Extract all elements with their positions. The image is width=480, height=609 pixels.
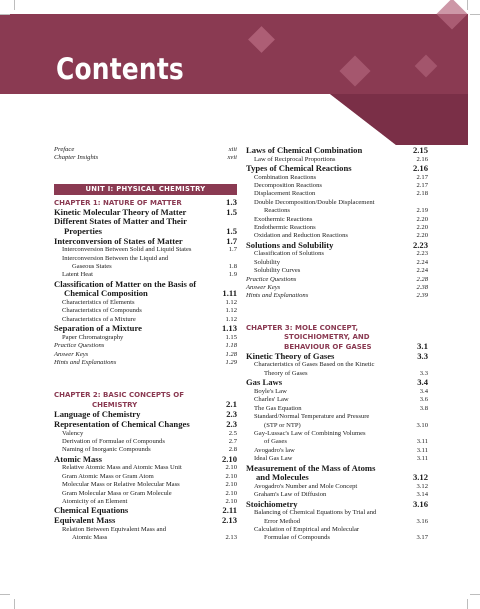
toc-entry-page: 2.28	[416, 275, 428, 283]
toc-entry-title: Solubility	[254, 258, 281, 266]
toc-entry-title: Equivalent Mass	[54, 515, 116, 526]
toc-entry-sub[interactable]	[246, 430, 428, 438]
toc-entry-page: 2.23	[412, 239, 428, 250]
toc-entry-title: Properties	[64, 226, 103, 236]
crop-mark	[14, 0, 15, 10]
toc-entry-title: Gram Atomic Mass or Gram Atom	[62, 472, 154, 480]
toc-entry-sub[interactable]	[246, 509, 428, 517]
toc-entry-title: Atomic Mass	[72, 534, 108, 542]
crop-mark	[0, 594, 10, 595]
toc-entry-title: Characteristics of a Mixture	[62, 315, 136, 323]
toc-entry-sub[interactable]	[54, 299, 237, 307]
toc-entry-sub[interactable]	[246, 361, 428, 369]
toc-entry-sub[interactable]	[54, 481, 237, 489]
unit-heading-bar: UNIT I: PHYSICAL CHEMISTRY	[54, 184, 237, 195]
toc-entry-page: 2.19	[416, 207, 428, 215]
toc-entry-main[interactable]	[54, 324, 237, 334]
toc-entry-page: 3.3	[419, 369, 428, 377]
toc-entry-title: Laws of Chemical Combination	[246, 145, 363, 155]
toc-entry-title: CHAPTER 3: MOLE CONCEPT,	[246, 323, 359, 332]
toc-entry-page: 3.8	[419, 404, 428, 412]
crop-mark	[0, 14, 10, 15]
toc-entry-page: 2.16	[416, 155, 428, 163]
toc-entry-title: and Molecules	[256, 472, 309, 483]
toc-entry-sub[interactable]	[246, 216, 428, 224]
toc-entry-ital[interactable]	[54, 359, 237, 367]
toc-entry-page: 1.28	[225, 350, 237, 358]
toc-entry-ital[interactable]	[246, 292, 428, 300]
toc-entry-page: 1.15	[225, 333, 237, 341]
toc-entry-page: 1.3	[226, 196, 237, 207]
toc-entry-title: Kinetic Theory of Gases	[246, 350, 335, 361]
page-title: Contents	[56, 52, 184, 86]
toc-entry-page: 2.39	[416, 292, 428, 300]
toc-entry-title: Valency	[62, 429, 84, 437]
toc-entry-title: Molecular Mass or Relative Molecular Mass	[62, 481, 180, 489]
toc-entry-page: 1.8	[228, 263, 237, 270]
toc-entry-title: Avogadro's law	[254, 446, 295, 454]
toc-entry-title: Answer Keys	[54, 350, 89, 358]
toc-entry-ital[interactable]	[246, 276, 428, 284]
toc-entry-page: 2.10	[225, 481, 237, 489]
toc-entry-page: 2.10	[225, 498, 237, 506]
toc-entry-page: 1.5	[226, 206, 237, 217]
toc-entry-title: Preface	[54, 146, 75, 153]
toc-entry-title: Law of Reciprocal Proportions	[254, 155, 336, 163]
toc-entry-title: Classification of Matter on the Basis of	[54, 278, 197, 289]
toc-entry-title: Displacement Reaction	[254, 190, 316, 198]
toc-entry-main[interactable]	[54, 289, 237, 299]
toc-entry-sub[interactable]	[54, 334, 237, 342]
toc-entry-page: 1.12	[225, 307, 237, 315]
toc-entry-title: Stoichiometry	[246, 498, 298, 509]
toc-entry-page: 1.11	[222, 288, 237, 299]
toc-entry-title: Standard/Normal Temperature and Pressure	[254, 413, 370, 421]
toc-entry-title: Boyle's Law	[254, 387, 287, 395]
crop-mark	[470, 594, 480, 595]
toc-entry-main[interactable]	[246, 241, 428, 251]
toc-entry-sub[interactable]	[246, 405, 428, 413]
toc-entry-title: Reactions	[264, 207, 291, 215]
toc-entry-ital[interactable]	[246, 284, 428, 292]
toc-entry-main[interactable]	[246, 473, 428, 483]
toc-entry-sub[interactable]	[246, 534, 428, 542]
toc-entry-page: 3.16	[416, 517, 428, 525]
toc-entry-page: 3.4	[417, 377, 428, 388]
toc-entry-title: Representation of Chemical Changes	[54, 419, 190, 430]
toc-entry-page: 2.20	[416, 232, 428, 240]
toc-entry-title: Measurement of the Mass of Atoms	[246, 462, 376, 473]
toc-entry-title: Relative Atomic Mass and Atomic Mass Unit	[62, 464, 182, 472]
toc-entry-ital[interactable]	[54, 342, 237, 350]
toc-entry-page: 1.5	[226, 226, 237, 236]
toc-entry-page: 3.4	[419, 387, 428, 395]
toc-entry-sub[interactable]	[246, 396, 428, 404]
toc-entry-sub[interactable]	[246, 413, 428, 421]
toc-entry-sub[interactable]	[246, 224, 428, 232]
toc-entry-title: Interconversion of States of Matter	[54, 235, 183, 246]
toc-entry-page: 3.14	[416, 491, 428, 499]
toc-entry-title: CHAPTER 2: BASIC CONCEPTS OF	[54, 391, 184, 400]
toc-entry-title: Balancing of Chemical Equations by Trial and	[254, 509, 377, 517]
toc-entry-title: The Gas Equation	[254, 404, 302, 412]
toc-entry-title: STOICHIOMETRY, AND	[284, 332, 370, 341]
toc-entry-title: Ideal Gas Law	[254, 455, 293, 463]
toc-entry-title: Hints and Explanations	[54, 359, 117, 367]
toc-entry-title: Classification of Solutions	[254, 250, 324, 258]
toc-entry-sub[interactable]	[246, 174, 428, 182]
toc-entry-title: Solutions and Solubility	[246, 239, 334, 250]
toc-entry-title: Answer Keys	[246, 284, 281, 292]
crop-mark	[470, 14, 480, 15]
toc-entry-sub[interactable]	[246, 447, 428, 455]
toc-entry-page: 2.17	[416, 182, 428, 189]
toc-entry-page: 2.11	[222, 505, 237, 516]
toc-entry-main[interactable]	[246, 146, 428, 156]
toc-entry-page: 2.3	[226, 419, 237, 430]
toc-entry-page: 2.10	[225, 489, 237, 497]
toc-entry-page: 1.29	[225, 359, 237, 367]
crop-mark	[14, 599, 15, 609]
toc-entry-sub[interactable]	[246, 518, 428, 526]
toc-entry-title: Practice Questions	[54, 342, 105, 350]
crop-mark	[467, 599, 468, 609]
toc-entry-page: 2.3	[226, 409, 237, 420]
toc-entry-page: 1.9	[228, 271, 237, 279]
toc-entry-sub[interactable]	[54, 490, 237, 498]
front-matter-entry[interactable]	[54, 154, 237, 162]
toc-entry-title: Atomic Mass	[54, 453, 102, 464]
toc-entry-page: 1.12	[225, 315, 237, 323]
toc-entry-page: 2.16	[412, 163, 428, 173]
toc-entry-title: Endothermic Reactions	[254, 224, 316, 232]
toc-entry-title: Gram Molecular Mass or Gram Molecule	[62, 489, 172, 497]
toc-entry-page: 2.10	[221, 453, 237, 464]
toc-entry-sub[interactable]	[246, 526, 428, 534]
toc-entry-page: 3.17	[416, 534, 428, 542]
toc-entry-title: Solubility Curves	[254, 267, 301, 275]
toc-entry-page: 2.8	[228, 446, 237, 454]
toc-entry-title: Characteristics of Gases Based on the Kinetic	[254, 361, 375, 369]
toc-entry-title: Chemical Equations	[54, 505, 129, 516]
toc-right-column	[246, 146, 428, 543]
toc-entry-title: CHEMISTRY	[92, 401, 138, 410]
toc-entry-page: 1.12	[225, 299, 237, 306]
toc-entry-page: 2.1	[226, 399, 237, 410]
toc-entry-sub[interactable]	[246, 199, 428, 207]
toc-entry-page: 3.11	[416, 438, 428, 446]
toc-entry-title: Error Method	[264, 517, 301, 525]
spacer	[54, 367, 237, 391]
toc-entry-page: 1.7	[226, 235, 237, 246]
toc-entry-page: xiii	[228, 146, 237, 153]
toc-entry-title: Derivation of Formulae of Compounds	[62, 438, 165, 446]
toc-entry-title: Naming of Inorganic Compounds	[62, 446, 151, 454]
toc-entry-title: Atomicity of an Element	[62, 498, 128, 506]
toc-entry-title: Characteristics of Compounds	[62, 307, 142, 315]
toc-entry-page: 3.1	[417, 340, 428, 351]
toc-entry-sub[interactable]	[246, 388, 428, 396]
toc-entry-title: Latent Heat	[62, 271, 93, 279]
toc-entry-sub[interactable]	[246, 207, 428, 215]
toc-entry-title: Paper Chromatography	[62, 333, 124, 341]
toc-entry-page: 2.10	[225, 472, 237, 480]
toc-entry-title: CHAPTER 1: NATURE OF MATTER	[54, 198, 182, 207]
toc-entry-sub[interactable]	[54, 430, 237, 438]
toc-entry-title: Separation of a Mixture	[54, 323, 142, 334]
toc-entry-sub[interactable]	[54, 246, 237, 254]
toc-entry-page: 2.17	[416, 173, 428, 181]
toc-entry-sub[interactable]	[246, 250, 428, 258]
toc-entry-page: 2.20	[416, 224, 428, 232]
toc-entry-main[interactable]	[246, 378, 428, 388]
front-matter-entry[interactable]	[54, 146, 237, 154]
toc-entry-page: 3.10	[416, 421, 428, 429]
toc-entry-title: Decomposition Reactions	[254, 182, 322, 189]
toc-entry-page: 2.15	[412, 145, 428, 155]
toc-entry-page: 2.18	[416, 190, 428, 198]
toc-entry-title: Gaseous States	[72, 263, 112, 270]
toc-entry-sub[interactable]	[246, 267, 428, 275]
toc-entry-sub[interactable]	[54, 464, 237, 472]
toc-entry-page: 2.5	[228, 429, 237, 437]
toc-entry-title: of Gases	[264, 438, 287, 446]
toc-left-column	[54, 146, 237, 542]
toc-entry-sub[interactable]	[54, 534, 237, 542]
crop-mark	[467, 0, 468, 10]
toc-entry-page: 2.20	[416, 215, 428, 223]
toc-entry-title: Avogadro's Number and Mole Concept	[254, 482, 358, 490]
toc-entry-sub[interactable]	[54, 526, 237, 534]
toc-entry-page: 2.13	[225, 534, 237, 542]
toc-entry-title: Combination Reactions	[254, 173, 317, 181]
toc-entry-title: Kinetic Molecular Theory of Matter	[54, 206, 187, 217]
toc-entry-page: 2.7	[228, 438, 237, 446]
toc-entry-page: 3.6	[419, 396, 428, 404]
toc-entry-sub[interactable]	[54, 263, 237, 271]
toc-entry-title: Different States of Matter and Their	[54, 216, 187, 227]
toc-entry-title: Oxidation and Reduction Reactions	[254, 232, 348, 240]
toc-entry-page: 3.3	[417, 350, 428, 361]
toc-entry-title: Practice Questions	[246, 275, 297, 283]
toc-entry-page: 2.24	[416, 267, 428, 275]
toc-entry-main[interactable]	[54, 455, 237, 465]
spacer	[54, 163, 237, 184]
toc-entry-page: 3.11	[416, 446, 428, 454]
toc-entry-page: 2.38	[416, 284, 428, 292]
toc-entry-main[interactable]	[54, 516, 237, 526]
toc-entry-title: (STP or NTP)	[264, 421, 301, 429]
toc-entry-sub[interactable]	[246, 483, 428, 491]
toc-entry-sub[interactable]	[246, 438, 428, 446]
toc-entry-page: 1.7	[228, 246, 237, 254]
chapter-heading[interactable]	[246, 333, 428, 342]
toc-entry-title: Formulae of Compounds	[264, 534, 330, 542]
toc-entry-title: Characteristics of Elements	[62, 299, 135, 306]
toc-entry-title: Theory of Gases	[264, 369, 308, 377]
toc-entry-title: Gay-Lussac's Law of Combining Volumes	[254, 429, 366, 437]
toc-entry-main[interactable]	[54, 420, 237, 430]
toc-entry-sub[interactable]	[246, 190, 428, 198]
toc-entry-page: 2.24	[416, 258, 428, 266]
toc-entry-title: Interconversion Between Solid and Liquid States	[62, 246, 192, 254]
toc-entry-page: 2.23	[416, 250, 428, 258]
toc-entry-main[interactable]	[246, 164, 428, 174]
toc-entry-page: 3.16	[412, 498, 428, 509]
toc-entry-title: Graham's Law of Diffusion	[254, 491, 327, 499]
toc-entry-title: Gas Laws	[246, 377, 283, 388]
toc-entry-title: Relation Between Equivalent Mass and	[62, 525, 167, 533]
toc-entry-page: 3.11	[416, 455, 428, 463]
chapter-heading[interactable]	[246, 324, 428, 333]
toc-entry-sub[interactable]	[54, 473, 237, 481]
toc-entry-title: Hints and Explanations	[246, 292, 309, 300]
spacer	[246, 301, 428, 324]
toc-entry-sub[interactable]	[246, 422, 428, 430]
toc-entry-sub[interactable]	[54, 438, 237, 446]
toc-entry-main[interactable]	[246, 352, 428, 362]
toc-entry-sub[interactable]	[246, 259, 428, 267]
toc-entry-page: 2.13	[221, 515, 237, 526]
toc-entry-sub[interactable]	[246, 182, 428, 190]
toc-entry-title: Chapter Insights	[54, 154, 99, 162]
toc-entry-title: Calculation of Empirical and Molecular	[254, 525, 360, 533]
toc-entry-title: Language of Chemistry	[54, 409, 141, 420]
toc-entry-ital[interactable]	[54, 351, 237, 359]
chapter-heading[interactable]	[54, 391, 237, 400]
toc-entry-page: 1.18	[225, 342, 237, 350]
toc-entry-title: BEHAVIOUR OF GASES	[284, 342, 372, 351]
toc-entry-page: 2.10	[225, 464, 237, 472]
toc-entry-main[interactable]	[246, 500, 428, 510]
toc-entry-page: xvii	[227, 154, 237, 162]
toc-entry-page: 1.13	[221, 323, 237, 334]
toc-entry-main[interactable]	[54, 237, 237, 247]
toc-entry-title: Chemical Composition	[64, 288, 148, 299]
toc-entry-title: Double Decomposition/Double Displacement	[254, 198, 375, 206]
toc-entry-page: 3.12	[416, 482, 428, 490]
toc-entry-title: Exothermic Reactions	[254, 215, 313, 223]
toc-entry-title: Interconversion Between the Liquid and	[62, 254, 169, 262]
toc-entry-title: Types of Chemical Reactions	[246, 163, 352, 173]
toc-entry-page: 3.12	[412, 472, 428, 483]
toc-entry-sub[interactable]	[54, 255, 237, 263]
toc-entry-sub[interactable]	[54, 307, 237, 315]
toc-entry-title: Charles' Law	[254, 396, 289, 404]
